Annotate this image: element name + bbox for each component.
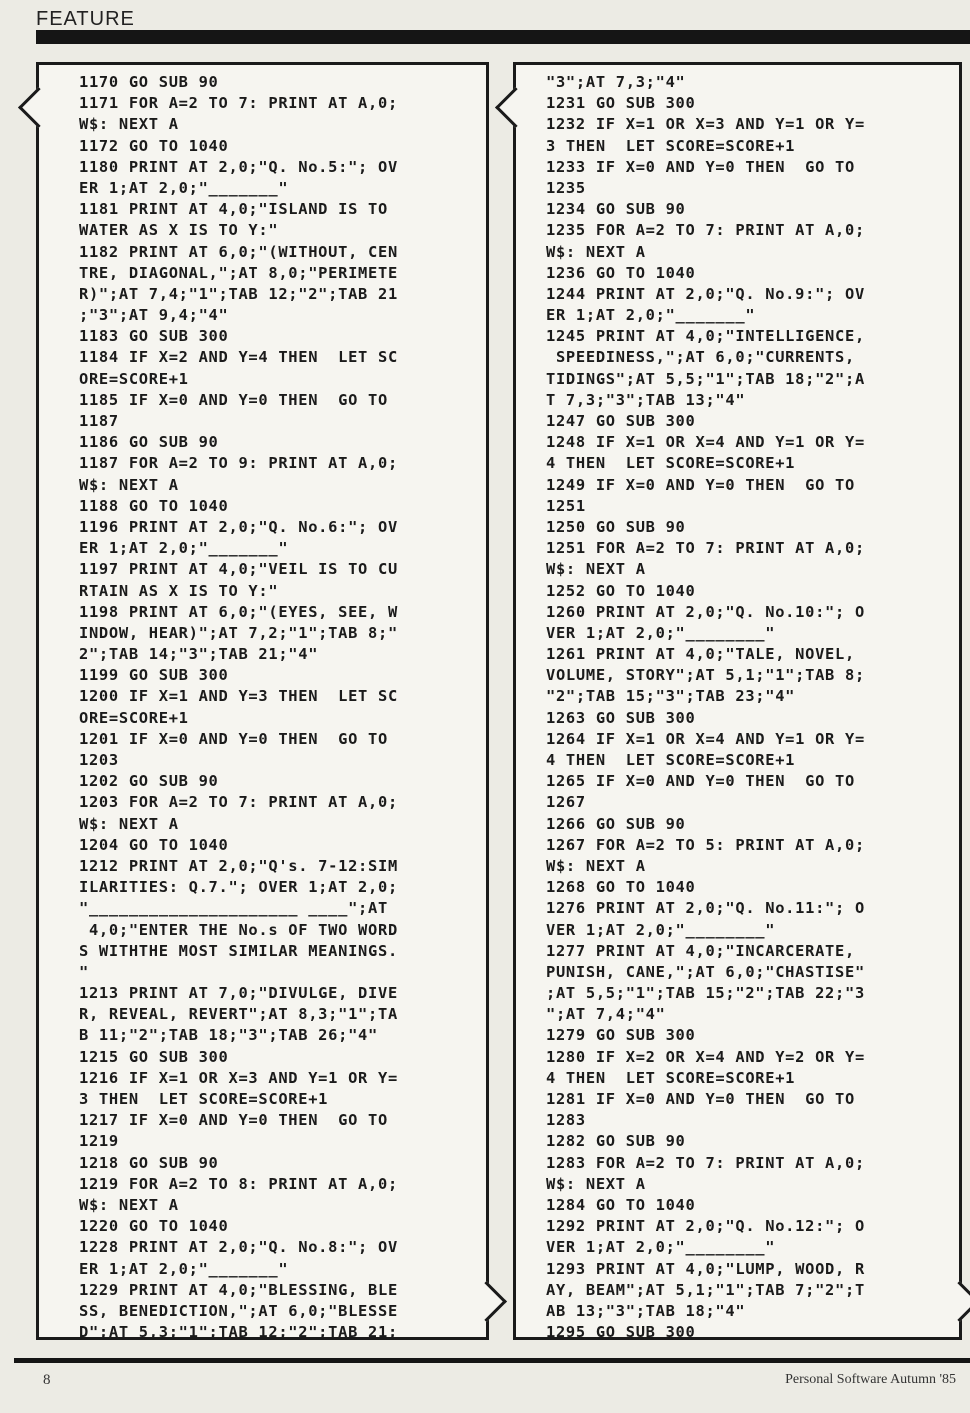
code-line: ;AT 5,5;"1";TAB 15;"2";TAB 22;"3 xyxy=(546,984,865,1003)
code-line: 1198 PRINT AT 6,0;"(EYES, SEE, W xyxy=(79,602,398,621)
code-line: R, REVEAL, REVERT";AT 8,3;"1";TA xyxy=(79,1005,398,1024)
code-line: W$: NEXT A xyxy=(79,115,179,134)
listing-box-right xyxy=(513,62,962,1340)
code-line: 1251 xyxy=(546,496,586,515)
code-line: 1264 IF X=1 OR X=4 AND Y=1 OR Y= xyxy=(546,729,865,748)
code-line: 1236 GO TO 1040 xyxy=(546,263,696,282)
code-line: 1251 FOR A=2 TO 7: PRINT AT A,0; xyxy=(546,539,865,558)
code-line: 1201 IF X=0 AND Y=0 THEN GO TO xyxy=(79,729,388,748)
code-line: 1231 GO SUB 300 xyxy=(546,94,696,113)
page-number: 8 xyxy=(43,1372,51,1388)
code-line: 1171 FOR A=2 TO 7: PRINT AT A,0; xyxy=(79,94,398,113)
code-line: 1235 xyxy=(546,178,586,197)
code-line: 1293 PRINT AT 4,0;"LUMP, WOOD, R xyxy=(546,1259,865,1278)
code-line: 1282 GO SUB 90 xyxy=(546,1132,686,1151)
code-line: 1228 PRINT AT 2,0;"Q. No.8:"; OV xyxy=(79,1238,398,1257)
callout-pointer-right xyxy=(466,1281,507,1322)
code-line: W$: NEXT A xyxy=(79,1195,179,1214)
code-line: ILARITIES: Q.7."; OVER 1;AT 2,0; xyxy=(79,878,398,897)
code-line: 1204 GO TO 1040 xyxy=(79,835,229,854)
code-line: 1186 GO SUB 90 xyxy=(79,433,219,452)
code-line: 1180 PRINT AT 2,0;"Q. No.5:"; OV xyxy=(79,157,398,176)
listing-box-left xyxy=(36,62,489,1340)
code-line: 1248 IF X=1 OR X=4 AND Y=1 OR Y= xyxy=(546,433,865,452)
code-line: D";AT 5,3;"1";TAB 12;"2";TAB 21; xyxy=(79,1323,398,1342)
code-line: PUNISH, CANE,";AT 6,0;"CHASTISE" xyxy=(546,962,865,981)
code-line: "_____________________ ____";AT xyxy=(79,899,388,918)
code-line: 1183 GO SUB 300 xyxy=(79,327,229,346)
code-line: 1234 GO SUB 90 xyxy=(546,200,686,219)
footer-rule xyxy=(14,1358,970,1363)
code-line: 1267 FOR A=2 TO 5: PRINT AT A,0; xyxy=(546,835,865,854)
code-line: 1182 PRINT AT 6,0;"(WITHOUT, CEN xyxy=(79,242,398,261)
code-line: 1188 GO TO 1040 xyxy=(79,496,229,515)
code-line: T 7,3;"3";TAB 13;"4" xyxy=(546,390,746,409)
code-line: 1219 xyxy=(79,1132,119,1151)
code-line: 4 THEN LET SCORE=SCORE+1 xyxy=(546,454,796,473)
code-line: 1202 GO SUB 90 xyxy=(79,772,219,791)
code-line: 1217 IF X=0 AND Y=0 THEN GO TO xyxy=(79,1111,388,1130)
code-line: 1280 IF X=2 OR X=4 AND Y=2 OR Y= xyxy=(546,1047,865,1066)
code-line: ER 1;AT 2,0;"_______" xyxy=(79,178,289,197)
code-line: 1283 xyxy=(546,1111,586,1130)
code-line: SPEEDINESS,";AT 6,0;"CURRENTS, xyxy=(546,348,855,367)
header-rule xyxy=(36,30,970,44)
code-line: 1292 PRINT AT 2,0;"Q. No.12:"; O xyxy=(546,1217,865,1236)
code-line: 1187 FOR A=2 TO 9: PRINT AT A,0; xyxy=(79,454,398,473)
code-line: 1267 xyxy=(546,793,586,812)
code-line: 4 THEN LET SCORE=SCORE+1 xyxy=(546,751,796,769)
code-line: TRE, DIAGONAL,";AT 8,0;"PERIMETE xyxy=(79,263,398,282)
code-line: 1244 PRINT AT 2,0;"Q. No.9:"; OV xyxy=(546,284,865,303)
code-line: W$: NEXT A xyxy=(546,1174,646,1193)
code-line: 1250 GO SUB 90 xyxy=(546,517,686,536)
code-line: 1203 FOR A=2 TO 7: PRINT AT A,0; xyxy=(79,793,398,812)
code-line: AB 13;"3";TAB 18;"4" xyxy=(546,1301,746,1320)
code-line: 1233 IF X=0 AND Y=0 THEN GO TO xyxy=(546,157,855,176)
code-line: 1203 xyxy=(79,751,119,769)
code-line: "3";AT 7,3;"4" xyxy=(546,73,686,91)
code-line: R)";AT 7,4;"1";TAB 12;"2";TAB 21 xyxy=(79,284,398,303)
code-line: 1215 GO SUB 300 xyxy=(79,1047,229,1066)
code-line: 1283 FOR A=2 TO 7: PRINT AT A,0; xyxy=(546,1153,865,1172)
code-line: 1216 IF X=1 OR X=3 AND Y=1 OR Y= xyxy=(79,1068,398,1087)
code-line: 1276 PRINT AT 2,0;"Q. No.11:"; O xyxy=(546,899,865,918)
code-line: 1260 PRINT AT 2,0;"Q. No.10:"; O xyxy=(546,602,865,621)
code-line: 4 THEN LET SCORE=SCORE+1 xyxy=(546,1068,796,1087)
code-line: 1279 GO SUB 300 xyxy=(546,1026,696,1045)
code-line: W$: NEXT A xyxy=(546,560,646,579)
code-line: 1218 GO SUB 90 xyxy=(79,1153,219,1172)
code-line: VER 1;AT 2,0;"________" xyxy=(546,1238,776,1257)
code-line: 1220 GO TO 1040 xyxy=(79,1217,229,1236)
code-line: SS, BENEDICTION,";AT 6,0;"BLESSE xyxy=(79,1301,398,1320)
code-line: ORE=SCORE+1 xyxy=(79,369,189,388)
code-line: 1212 PRINT AT 2,0;"Q's. 7-12:SIM xyxy=(79,856,398,875)
code-line: "2";TAB 15;"3";TAB 23;"4" xyxy=(546,687,796,706)
code-line: 1245 PRINT AT 4,0;"INTELLIGENCE, xyxy=(546,327,865,346)
code-line: VER 1;AT 2,0;"________" xyxy=(546,623,776,642)
code-line: INDOW, HEAR)";AT 7,2;"1";TAB 8;" xyxy=(79,623,398,642)
code-line: 1200 IF X=1 AND Y=3 THEN LET SC xyxy=(79,687,398,706)
code-line: 3 THEN LET SCORE=SCORE+1 xyxy=(79,1090,329,1108)
code-line: 1184 IF X=2 AND Y=4 THEN LET SC xyxy=(79,348,398,367)
code-line: W$: NEXT A xyxy=(546,856,646,875)
code-line: B 11;"2";TAB 18;"3";TAB 26;"4" xyxy=(79,1026,378,1045)
code-line: 1266 GO SUB 90 xyxy=(546,814,686,833)
code-line: 1277 PRINT AT 4,0;"INCARCERATE, xyxy=(546,941,855,960)
code-line: 1265 IF X=0 AND Y=0 THEN GO TO xyxy=(546,772,855,791)
code-line: ER 1;AT 2,0;"_______" xyxy=(79,1259,289,1278)
code-line: " xyxy=(79,962,89,981)
code-line: 1281 IF X=0 AND Y=0 THEN GO TO xyxy=(546,1090,855,1108)
code-line: 1197 PRINT AT 4,0;"VEIL IS TO CU xyxy=(79,560,398,579)
code-line: 1229 PRINT AT 4,0;"BLESSING, BLE xyxy=(79,1280,398,1299)
code-line: RTAIN AS X IS TO Y:" xyxy=(79,581,279,600)
code-line: 4,0;"ENTER THE No.s OF TWO WORD xyxy=(79,920,398,939)
publication-footer: Personal Software Autumn '85 xyxy=(785,1372,956,1387)
code-line: 2";TAB 14;"3";TAB 21;"4" xyxy=(79,645,319,664)
code-line: 1172 GO TO 1040 xyxy=(79,136,229,155)
code-line: 1261 PRINT AT 4,0;"TALE, NOVEL, xyxy=(546,645,855,664)
code-line: 1235 FOR A=2 TO 7: PRINT AT A,0; xyxy=(546,221,865,240)
code-line: 1247 GO SUB 300 xyxy=(546,412,696,430)
code-line: 1213 PRINT AT 7,0;"DIVULGE, DIVE xyxy=(79,984,398,1003)
code-line: WATER AS X IS TO Y:" xyxy=(79,221,279,240)
code-line: 1252 GO TO 1040 xyxy=(546,581,696,600)
code-line: VER 1;AT 2,0;"________" xyxy=(546,920,776,939)
code-line: 1199 GO SUB 300 xyxy=(79,666,229,685)
code-line: 1187 xyxy=(79,412,119,430)
code-line: 1284 GO TO 1040 xyxy=(546,1195,696,1214)
callout-pointer-left xyxy=(495,87,536,128)
code-line: 1263 GO SUB 300 xyxy=(546,708,696,727)
code-line: ER 1;AT 2,0;"_______" xyxy=(79,539,289,558)
code-line: 1295 GO SUB 300 xyxy=(546,1323,696,1342)
code-listing-left xyxy=(79,72,398,1343)
section-label: FEATURE xyxy=(36,8,135,30)
code-listing-right xyxy=(546,72,865,1343)
code-line: W$: NEXT A xyxy=(79,475,179,494)
code-line: ORE=SCORE+1 xyxy=(79,708,189,727)
code-line: ER 1;AT 2,0;"_______" xyxy=(546,306,756,325)
code-line: 1196 PRINT AT 2,0;"Q. No.6:"; OV xyxy=(79,517,398,536)
code-line: ;"3";AT 9,4;"4" xyxy=(79,306,229,325)
code-line: W$: NEXT A xyxy=(79,814,179,833)
code-line: 1170 GO SUB 90 xyxy=(79,73,219,91)
code-line: 1249 IF X=0 AND Y=0 THEN GO TO xyxy=(546,475,855,494)
code-line: 1181 PRINT AT 4,0;"ISLAND IS TO xyxy=(79,200,388,219)
code-line: 1185 IF X=0 AND Y=0 THEN GO TO xyxy=(79,390,388,409)
code-line: ";AT 7,4;"4" xyxy=(546,1005,666,1024)
code-line: S WITHTHE MOST SIMILAR MEANINGS. xyxy=(79,941,398,960)
code-line: 1219 FOR A=2 TO 8: PRINT AT A,0; xyxy=(79,1174,398,1193)
code-line: 1232 IF X=1 OR X=3 AND Y=1 OR Y= xyxy=(546,115,865,134)
callout-pointer-right xyxy=(939,1281,970,1322)
callout-pointer-left xyxy=(18,87,59,128)
code-line: 3 THEN LET SCORE=SCORE+1 xyxy=(546,136,796,155)
code-line: TIDINGS";AT 5,5;"1";TAB 18;"2";A xyxy=(546,369,865,388)
code-line: AY, BEAM";AT 5,1;"1";TAB 7;"2";T xyxy=(546,1280,865,1299)
code-line: W$: NEXT A xyxy=(546,242,646,261)
code-line: 1268 GO TO 1040 xyxy=(546,878,696,897)
code-line: VOLUME, STORY";AT 5,1;"1";TAB 8; xyxy=(546,666,865,685)
